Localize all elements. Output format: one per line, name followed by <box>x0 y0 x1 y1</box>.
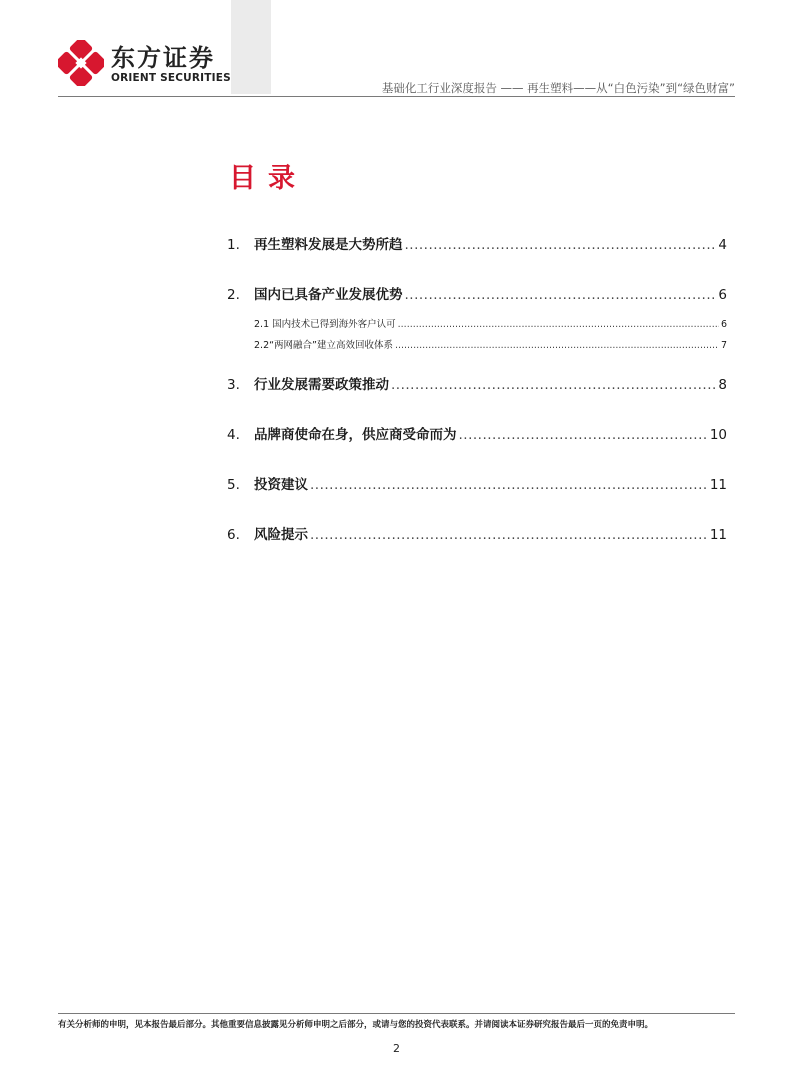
toc-entry-2-2[interactable] <box>254 337 727 351</box>
brand-name-cn: 东方证券 <box>111 44 215 72</box>
toc-entry-page: 11 <box>709 477 727 493</box>
toc-entry-page: 4 <box>718 237 727 253</box>
toc-entry-number: 4. <box>227 427 240 443</box>
header-divider <box>58 96 735 97</box>
toc-leader-dots <box>398 319 719 330</box>
toc-leader-dots <box>310 527 708 543</box>
toc-entry-number: 5. <box>227 477 240 493</box>
toc-entry-number: 3. <box>227 377 240 393</box>
toc-entry-2[interactable] <box>227 283 727 303</box>
report-header-title: 基础化工行业深度报告 —— 再生塑料——从“白色污染”到“绿色财富” <box>381 81 735 95</box>
footer-disclaimer: 有关分析师的申明，见本报告最后部分。其他重要信息披露见分析师申明之后部分，或请与您的投资代表联系。并请阅读本证券研究报告最后一页的免责申明。 <box>58 1020 654 1030</box>
toc-entry-4[interactable] <box>227 423 727 443</box>
toc-entry-1[interactable] <box>227 233 727 253</box>
toc-entry-label: 国内已具备产业发展优势 <box>254 287 403 303</box>
brand-name-en: ORIENT SECURITIES <box>111 72 231 84</box>
toc-entry-page: 7 <box>720 340 727 351</box>
logo-mark-icon <box>58 40 104 86</box>
toc-entry-6[interactable] <box>227 523 727 543</box>
toc-entry-2-1[interactable] <box>254 316 727 330</box>
page-number: 2 <box>393 1042 400 1055</box>
toc-entry-number: 1. <box>227 237 240 253</box>
toc-leader-dots <box>405 237 717 253</box>
toc-subentry-label: 2.2“两网融合”建立高效回收体系 <box>254 340 393 351</box>
toc-entry-label: 风险提示 <box>254 527 308 543</box>
toc-entry-page: 6 <box>718 287 727 303</box>
brand-logo <box>58 40 233 86</box>
toc-entry-page: 8 <box>718 377 727 393</box>
toc-entry-page: 6 <box>720 319 727 330</box>
toc-leader-dots <box>405 287 717 303</box>
toc-leader-dots <box>395 340 719 351</box>
toc-entry-3[interactable] <box>227 373 727 393</box>
toc-leader-dots <box>459 427 708 443</box>
toc-entry-label: 投资建议 <box>254 477 308 493</box>
toc-entry-page: 10 <box>709 427 727 443</box>
toc-leader-dots <box>391 377 716 393</box>
header-tab-decoration <box>231 0 271 94</box>
toc-entry-page: 11 <box>709 527 727 543</box>
toc-leader-dots <box>310 477 708 493</box>
toc-entry-label: 行业发展需要政策推动 <box>254 377 389 393</box>
toc-subentry-label: 2.1 国内技术已得到海外客户认可 <box>254 319 396 330</box>
toc-entry-label: 再生塑料发展是大势所趋 <box>254 237 403 253</box>
toc-title: 目录 <box>229 163 307 194</box>
toc-entry-number: 2. <box>227 287 240 303</box>
footer-divider <box>58 1013 735 1014</box>
toc-entry-label: 品牌商使命在身，供应商受命而为 <box>254 427 457 443</box>
toc-entry-number: 6. <box>227 527 240 543</box>
toc-entry-5[interactable] <box>227 473 727 493</box>
